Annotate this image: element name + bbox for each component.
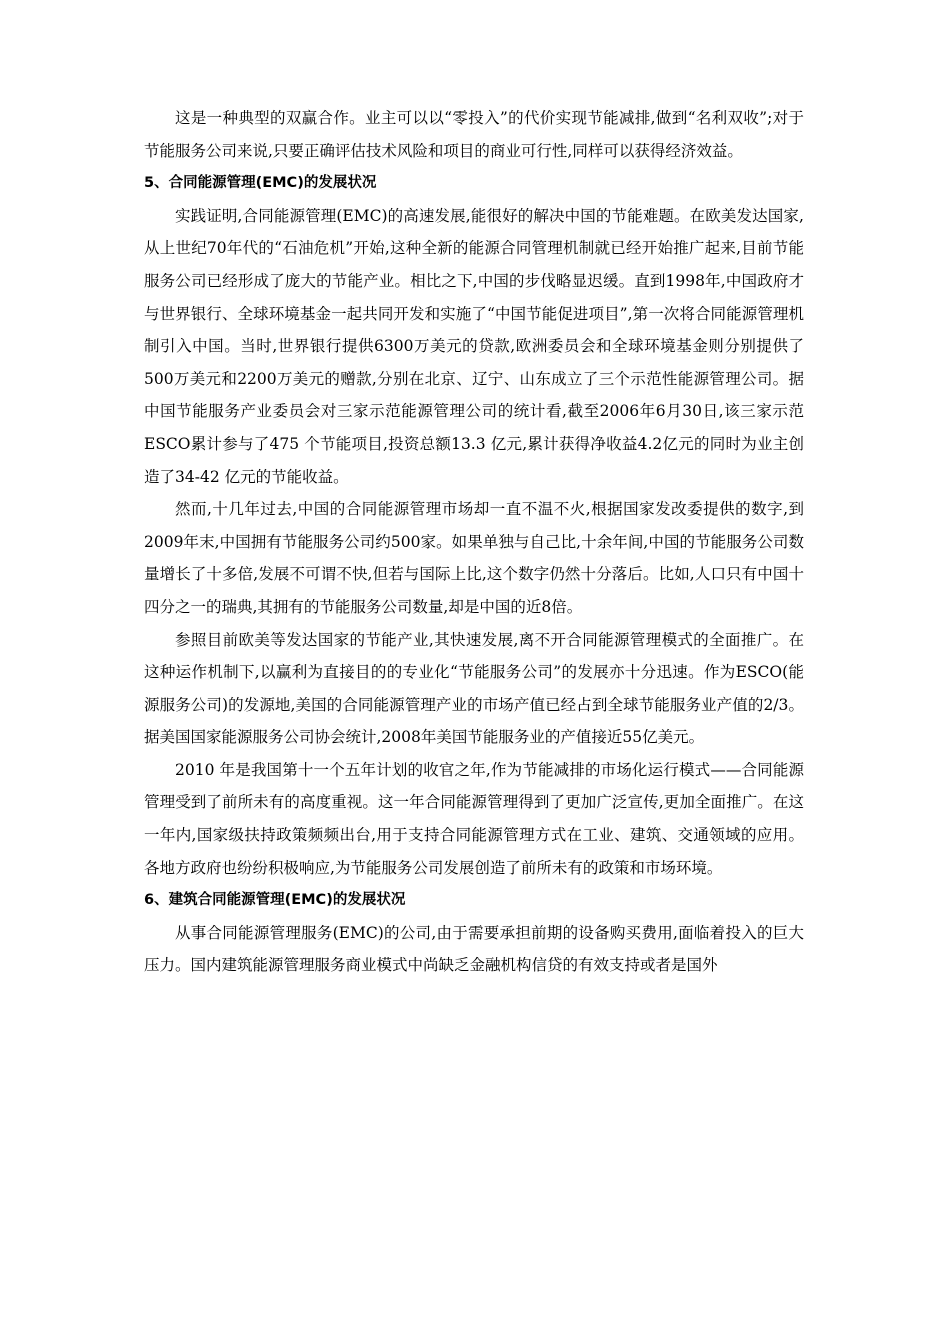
paragraph-win-win: 这是一种典型的双赢合作。业主可以以“零投入”的代价实现节能减排,做到“名利双收”;对于节能服务公司来说,只要正确评估技术风险和项目的商业可行性,同样可以获得经济效益。 (144, 109, 804, 160)
document-body (144, 102, 804, 982)
section-heading-5: 5、合同能源管理(EMC)的发展状况 (144, 175, 377, 192)
paragraph-western-industry: 参照目前欧美等发达国家的节能产业,其快速发展,离不开合同能源管理模式的全面推广。在这种运作机制下,以赢利为直接目的的专业化“节能服务公司”的发展亦十分迅速。作为ESCO(能源服务公司)的发源地,美国的合同能源管理产业的市场产值已经占到全球节能服务业产值的2/3。据美国国家能源服务公司协会统计,2008年美国节能服务业的产值接近55亿美元。 (144, 630, 804, 747)
paragraph-china-market: 然而,十几年过去,中国的合同能源管理市场却一直不温不火,根据国家发改委提供的数字,到2009年末,中国拥有节能服务公司约500家。如果单独与自己比,十余年间,中国的节能服务公司数量增长了十多倍,发展不可谓不快,但若与国际上比,这个数字仍然十分落后。比如,人口只有中国十四分之一的瑞典,其拥有的节能服务公司数量,却是中国的近8倍。 (144, 500, 804, 616)
paragraph-2010-policy: 2010 年是我国第十一个五年计划的收官之年,作为节能减排的市场化运行模式——合同能源管理受到了前所未有的高度重视。这一年合同能源管理得到了更加广泛宣传,更加全面推广。在这一年内,国家级扶持政策频频出台,用于支持合同能源管理方式在工业、建筑、交通领域的应用。各地方政府也纷纷积极响应,为节能服务公司发展创造了前所未有的政策和市场环境。 (144, 760, 804, 877)
paragraph-emc-history: 实践证明,合同能源管理(EMC)的高速发展,能很好的解决中国的节能难题。在欧美发达国家,从上世纪70年代的“石油危机”开始,这种全新的能源合同管理机制就已经开始推广起来,目前节能服务公司已经形成了庞大的节能产业。相比之下,中国的步伐略显迟缓。直到1998年,中国政府才与世界银行、全球环境基金一起共同开发和实施了“中国节能促进项目”,第一次将合同能源管理机制引入中国。当时,世界银行提供6300万美元的贷款,欧洲委员会和全球环境基金则分别提供了500万美元和2200万美元的赠款,分别在北京、辽宁、山东成立了三个示范性能源管理公司。据中国节能服务产业委员会对三家示范能源管理公司的统计看,截至2006年6月30日,该三家示范ESCO累计参与了475 个节能项目,投资总额13.3 亿元,累计获得净收益4.2亿元的同时为业主创造了34-42 亿元的节能收益。 (144, 206, 804, 486)
paragraph-building-emc: 从事合同能源管理服务(EMC)的公司,由于需要承担前期的设备购买费用,面临着投入的巨大压力。国内建筑能源管理服务商业模式中尚缺乏金融机构信贷的有效支持或者是国外 (144, 923, 804, 975)
section-heading-6: 6、建筑合同能源管理(EMC)的发展状况 (144, 892, 406, 909)
